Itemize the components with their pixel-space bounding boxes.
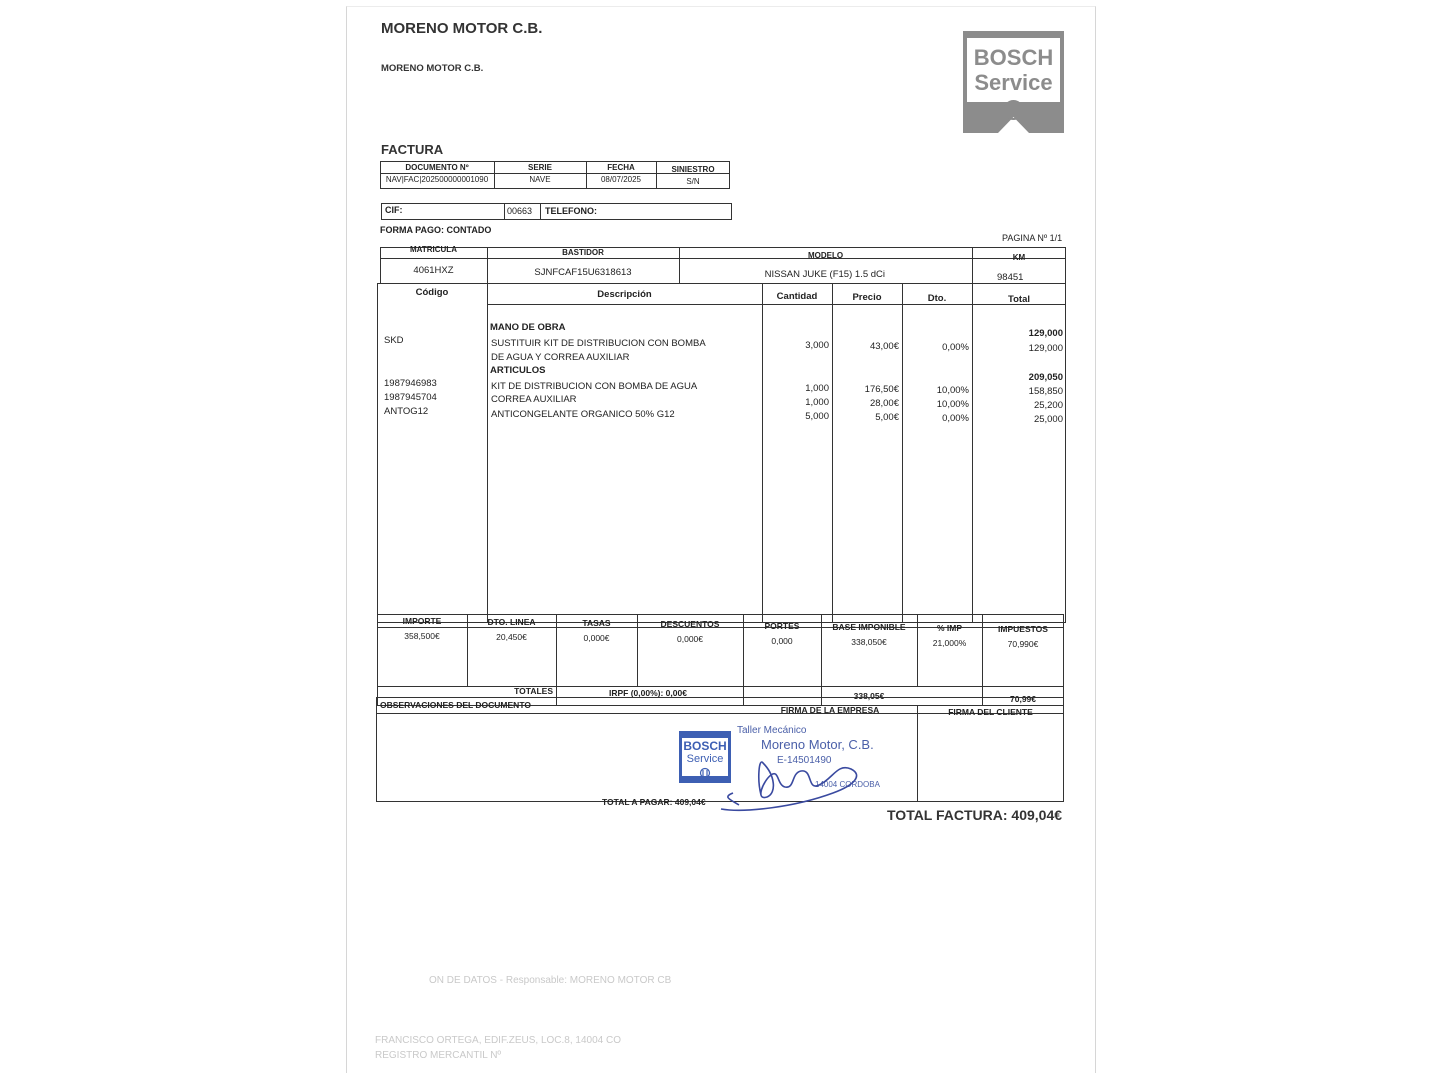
- total-factura: TOTAL FACTURA: 409,04€: [887, 807, 1063, 823]
- faded-address-line: FRANCISCO ORTEGA, EDIF.ZEUS, LOC.8, 14004 CO: [375, 1035, 621, 1046]
- documento-value: NAV|FAC|202500000001090: [385, 175, 489, 184]
- impuestos-header: IMPUESTOS: [998, 624, 1048, 634]
- item-total: 25,200: [1033, 400, 1063, 411]
- signature-scribble: [715, 739, 865, 815]
- section-subtotal: 129,000: [1028, 328, 1063, 339]
- codigo-header: Código: [415, 287, 449, 298]
- total-header: Total: [1008, 294, 1030, 305]
- km-value: 98451: [997, 272, 1024, 283]
- item-description: SUSTITUIR KIT DE DISTRIBUCION CON BOMBA: [491, 338, 706, 349]
- item-codigo: 1987946983: [384, 378, 437, 389]
- item-codigo: 1987945704: [384, 392, 437, 403]
- item-description: ANTICONGELANTE ORGANICO 50% G12: [491, 409, 675, 420]
- firma-cliente-label: FIRMA DEL CLIENTE: [948, 707, 1033, 717]
- importe-header: IMPORTE: [402, 616, 442, 626]
- bosch-service-logo: [963, 31, 1064, 133]
- precio-header: Precio: [852, 292, 882, 303]
- portes-value: 0,000: [771, 636, 793, 646]
- cif-label: CIF:: [385, 205, 403, 215]
- item-precio: 43,00€: [869, 341, 899, 352]
- firma-empresa-label: FIRMA DE LA EMPRESA: [780, 705, 880, 715]
- item-dto: 0,00%: [942, 413, 969, 424]
- section-title: MANO DE OBRA: [490, 322, 566, 333]
- stamp-cif: E-14501490: [777, 755, 832, 766]
- irpf-value: IRPF (0,00%): 0,00€: [609, 688, 687, 698]
- item-precio: 176,50€: [864, 384, 899, 395]
- descuentos-header: DESCUENTOS: [660, 619, 720, 629]
- km-header: KM: [1012, 253, 1026, 262]
- impuestos-total: 70,99€: [1010, 694, 1036, 704]
- client-code: 00663: [507, 206, 533, 216]
- tasas-header: TASAS: [582, 618, 611, 628]
- item-description-cont: DE AGUA Y CORREA AUXILIAR: [491, 352, 630, 363]
- bosch-logo-text: BOSCH: [973, 45, 1054, 70]
- section-title: ARTICULOS: [490, 365, 546, 376]
- item-cantidad: 3,000: [805, 340, 829, 351]
- pct-imp-header: % IMP: [936, 623, 963, 633]
- telefono-label: TELEFONO:: [545, 206, 597, 216]
- invoice-title: FACTURA: [381, 142, 444, 157]
- stamp-city: 14004 CORDOBA: [815, 780, 880, 789]
- base-imponible-header: BASE IMPONIBLE: [832, 622, 906, 632]
- item-dto: 0,00%: [942, 342, 969, 353]
- forma-pago: FORMA PAGO: CONTADO: [380, 225, 492, 235]
- stamp-name: Moreno Motor, C.B.: [761, 737, 874, 752]
- item-precio: 5,00€: [875, 412, 899, 423]
- bosch-logo-shape: [963, 31, 1064, 133]
- item-codigo: ANTOG12: [384, 406, 429, 417]
- service-logo-text: Service: [974, 70, 1053, 95]
- item-description: CORREA AUXILIAR: [491, 394, 577, 405]
- portes-header: PORTES: [764, 621, 800, 631]
- matricula-value: 4061HXZ: [413, 265, 454, 276]
- base-imponible-value: 338,050€: [851, 637, 887, 647]
- cantidad-header: Cantidad: [776, 291, 818, 302]
- matricula-header: MATRICULA: [410, 245, 457, 254]
- dto-linea-value: 20,450€: [496, 632, 527, 642]
- importe-value: 358,500€: [404, 631, 440, 641]
- item-cantidad: 5,000: [805, 411, 829, 422]
- dto-header: Dto.: [927, 293, 947, 304]
- descuentos-value: 0,000€: [677, 634, 703, 644]
- company-stamp: [679, 725, 879, 809]
- item-precio: 28,00€: [869, 398, 899, 409]
- stamp-taller: Taller Mecánico: [737, 725, 807, 736]
- stamp-bosch-text: BOSCH: [683, 739, 727, 753]
- item-total: 25,000: [1033, 414, 1063, 425]
- totales-label: TOTALES: [514, 686, 553, 696]
- line-items-table: [377, 283, 1066, 623]
- faded-registry-line: REGISTRO MERCANTIL Nº: [375, 1050, 502, 1061]
- documento-header: DOCUMENTO Nº: [405, 163, 469, 172]
- base-total: 338,05€: [853, 691, 885, 701]
- modelo-value: NISSAN JUKE (F15) 1.5 dCi: [764, 269, 885, 280]
- serie-header: SERIE: [527, 163, 552, 172]
- fecha-value: 08/07/2025: [600, 175, 642, 184]
- item-description: KIT DE DISTRIBUCION CON BOMBA DE AGUA: [491, 381, 698, 392]
- bastidor-value: SJNFCAF15U6318613: [534, 267, 632, 278]
- tasas-value: 0,000€: [583, 633, 610, 643]
- item-total: 158,850: [1028, 386, 1063, 397]
- item-cantidad: 1,000: [805, 397, 829, 408]
- invoice-sheet: [346, 6, 1096, 1073]
- siniestro-header: SINIESTRO: [671, 165, 715, 174]
- descripcion-header: Descripción: [597, 289, 652, 300]
- item-dto: 10,00%: [936, 399, 969, 410]
- company-name: MORENO MOTOR C.B.: [381, 20, 543, 37]
- pct-imp-value: 21,000%: [932, 638, 967, 648]
- serie-value: NAVE: [529, 175, 551, 184]
- item-cantidad: 1,000: [805, 383, 829, 394]
- dto-linea-header: DTO. LINEA: [487, 617, 536, 627]
- modelo-header: MODELO: [807, 251, 844, 260]
- item-dto: 10,00%: [936, 385, 969, 396]
- observaciones-label: OBSERVACIONES DEL DOCUMENTO: [380, 700, 531, 710]
- item-total: 129,000: [1028, 343, 1063, 354]
- stamp-service-text: Service: [686, 753, 724, 765]
- faded-privacy-line: ON DE DATOS - Responsable: MORENO MOTOR CB: [429, 975, 672, 986]
- page-number: PAGINA Nº 1/1: [1002, 233, 1063, 243]
- section-subtotal: 209,050: [1028, 372, 1063, 383]
- fecha-header: FECHA: [607, 163, 635, 172]
- stamp-armature-icon: [699, 767, 711, 779]
- bastidor-header: BASTIDOR: [562, 248, 604, 257]
- item-codigo: SKD: [384, 335, 404, 346]
- total-a-pagar: TOTAL A PAGAR: 409,04€: [602, 797, 706, 807]
- company-name-small: MORENO MOTOR C.B.: [381, 63, 484, 74]
- impuestos-value: 70,990€: [1007, 639, 1039, 649]
- siniestro-value: S/N: [686, 177, 700, 186]
